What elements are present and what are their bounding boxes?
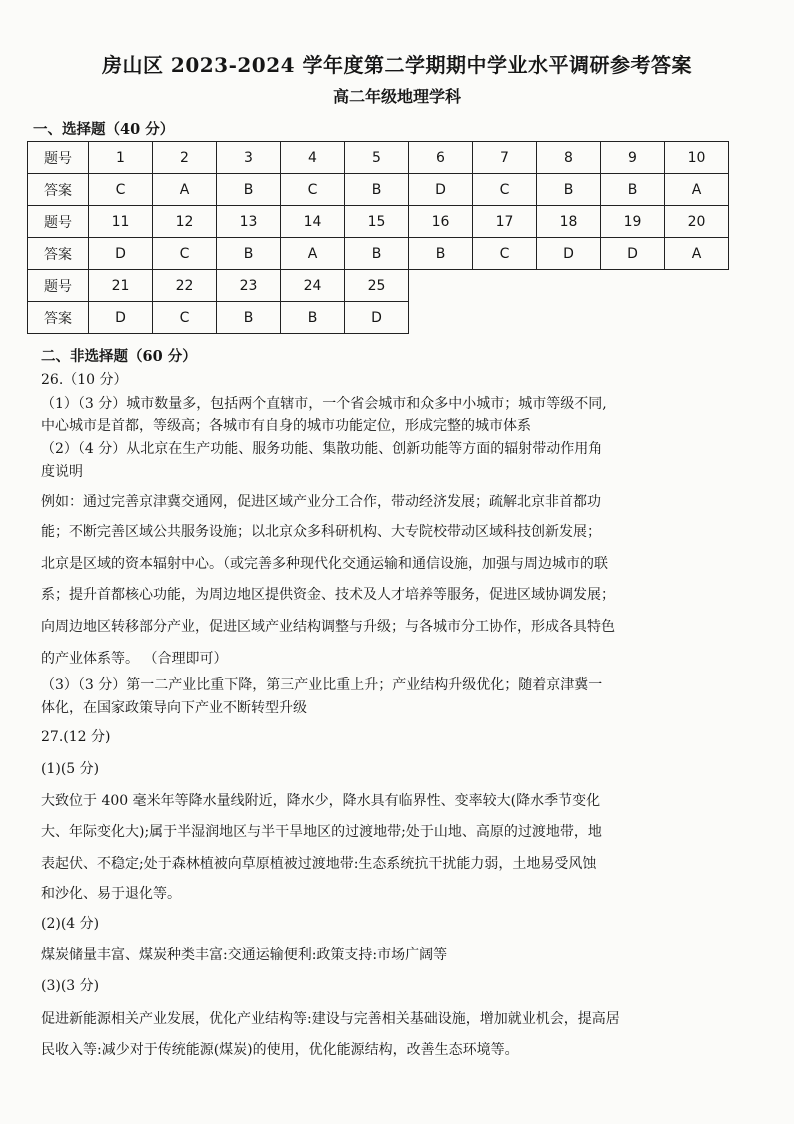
question-number: 14 [281,206,345,238]
question-number: 18 [537,206,601,238]
q26-heading: 26.（10 分） [41,372,128,388]
answer-cell: D [89,238,153,270]
q26-part1-line: 中心城市是首都，等级高；各城市有自身的城市功能定位，形成完整的城市体系 [41,418,531,434]
question-number: 16 [409,206,473,238]
q26-example-line: 例如：通过完善京津冀交通网，促进区域产业分工合作，带动经济发展；疏解北京非首都功 [41,494,601,510]
question-number: 6 [409,142,473,174]
answer-cell: C [153,302,217,334]
answer-cell: A [665,238,729,270]
answer-cell: B [345,238,409,270]
answer-cell: B [281,302,345,334]
answer-cell: D [89,302,153,334]
table-blank [409,270,729,302]
answer-cell: C [281,174,345,206]
question-number: 10 [665,142,729,174]
q27-part1-heading: (1)(5 分) [41,761,100,777]
answer-cell: B [217,174,281,206]
answer-cell: C [473,238,537,270]
question-number: 17 [473,206,537,238]
answer-cell: C [153,238,217,270]
q26-part2-line: （2）（4 分）从北京在生产功能、服务功能、集散功能、创新功能等方面的辐射带动作用角 [41,441,603,457]
q27-part3-heading: (3)(3 分) [41,978,100,994]
q27-part1-line: 和沙化、易于退化等。 [41,886,181,902]
question-number: 7 [473,142,537,174]
q26-example-line: 能；不断完善区域公共服务设施；以北京众多科研机构、大专院校带动区域科技创新发展； [41,524,601,540]
row-header-answer: 答案 [28,238,89,270]
table-row [28,238,729,270]
question-number: 23 [217,270,281,302]
question-number: 12 [153,206,217,238]
question-number: 25 [345,270,409,302]
q26-part1-line: （1）（3 分）城市数量多，包括两个直辖市，一个省会城市和众多中小城市；城市等级不同, [41,396,607,412]
question-number: 5 [345,142,409,174]
answer-cell: D [409,174,473,206]
answer-cell: C [89,174,153,206]
answer-cell: D [537,238,601,270]
question-number: 8 [537,142,601,174]
question-number: 1 [89,142,153,174]
q26-example-line: 向周边地区转移部分产业，促进区域产业结构调整与升级；与各城市分工协作，形成各具特色 [41,619,615,635]
table-blank [409,302,729,334]
table-row [28,174,729,206]
row-header-answer: 答案 [28,174,89,206]
row-header-question: 题号 [28,206,89,238]
page-subtitle: 高二年级地理学科 [332,87,461,106]
answer-cell: A [665,174,729,206]
table-row [28,142,729,174]
row-header-answer: 答案 [28,302,89,334]
answer-cell: B [345,174,409,206]
answer-cell: C [473,174,537,206]
q27-part1-line: 大、年际变化大);属于半湿润地区与半干旱地区的过渡地带;处于山地、高原的过渡地带，地 [41,824,602,840]
q26-example-line: 北京是区域的资本辐射中心。（或完善多种现代化交通运输和通信设施，加强与周边城市的联 [41,556,608,572]
question-number: 3 [217,142,281,174]
table-row [28,302,729,334]
table-row [28,270,729,302]
q26-example-line: 的产业体系等。 （合理即可） [41,651,228,667]
question-number: 19 [601,206,665,238]
answer-cell: B [409,238,473,270]
question-number: 15 [345,206,409,238]
row-header-question: 题号 [28,270,89,302]
q26-part3-line: （3）（3 分）第一二产业比重下降，第三产业比重上升；产业结构升级优化；随着京津冀一 [41,677,603,693]
question-number: 9 [601,142,665,174]
q27-part1-line: 大致位于 400 毫米年等降水量线附近，降水少，降水具有临界性、变率较大(降水季节变化 [41,793,601,809]
answer-cell: B [537,174,601,206]
page-title: 房山区 2023-2024 学年度第二学期期中学业水平调研参考答案 [101,53,693,77]
q27-heading: 27.(12 分) [41,729,111,745]
question-number: 4 [281,142,345,174]
q27-part3-line: 民收入等:减少对于传统能源(煤炭)的使用，优化能源结构，改善生态环境等。 [41,1042,519,1058]
answer-cell: D [601,238,665,270]
q27-part2-heading: (2)(4 分) [41,916,100,932]
question-number: 2 [153,142,217,174]
table-row [28,206,729,238]
answer-cell: A [281,238,345,270]
question-number: 22 [153,270,217,302]
question-number: 20 [665,206,729,238]
section1-heading: 一、选择题（40 分） [33,121,175,138]
q27-part1-line: 表起伏、不稳定;处于森林植被向草原植被过渡地带:生态系统抗干扰能力弱，土地易受风蚀 [41,856,597,872]
answer-cell: B [217,302,281,334]
q27-part2-line: 煤炭储量丰富、煤炭种类丰富:交通运输便利:政策支持:市场广阔等 [41,947,448,963]
question-number: 24 [281,270,345,302]
answer-cell: A [153,174,217,206]
question-number: 13 [217,206,281,238]
answer-cell: D [345,302,409,334]
q26-example-line: 系；提升首都核心功能，为周边地区提供资金、技术及人才培养等服务，促进区域协调发展； [41,587,615,603]
answer-cell: B [601,174,665,206]
q27-part3-line: 促进新能源相关产业发展，优化产业结构等:建设与完善相关基础设施，增加就业机会，提高居 [41,1011,620,1027]
q26-part3-line: 体化，在国家政策导向下产业不断转型升级 [41,700,307,716]
answer-cell: B [217,238,281,270]
question-number: 21 [89,270,153,302]
row-header-question: 题号 [28,142,89,174]
q26-part2-line: 度说明 [41,464,83,480]
section2-heading: 二、非选择题（60 分） [41,348,197,365]
question-number: 11 [89,206,153,238]
answer-table [27,141,729,334]
